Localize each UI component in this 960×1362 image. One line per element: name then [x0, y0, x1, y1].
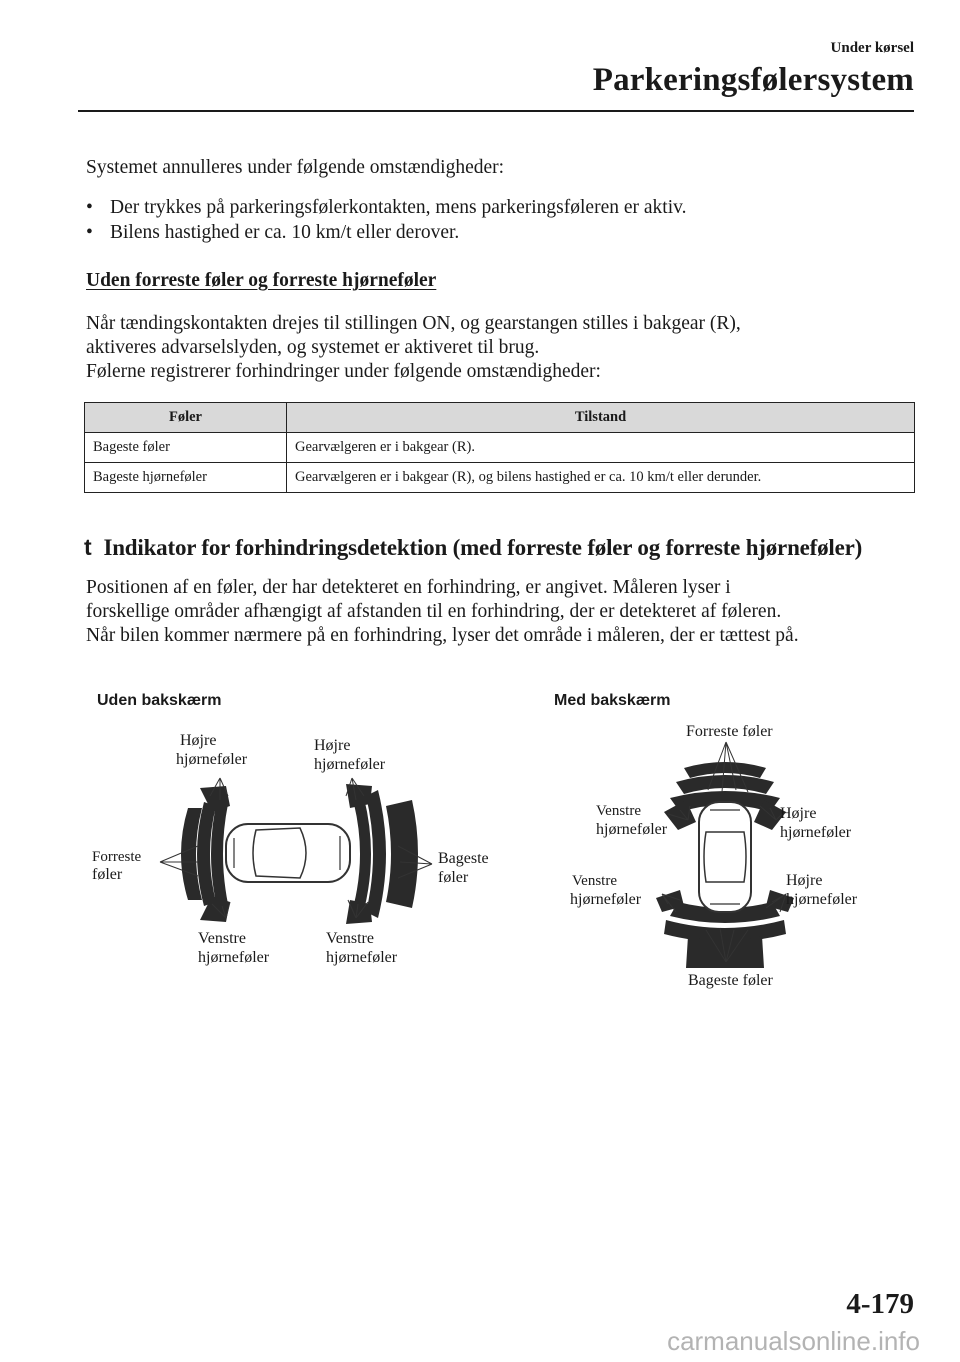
column-header: Tilstand	[287, 403, 915, 433]
diagram-left	[92, 732, 489, 966]
label-right-hjorne-4: hjørneføler	[786, 891, 858, 908]
left-indicator-arcs	[181, 786, 230, 922]
header-section: Under kørsel	[830, 40, 914, 56]
label-right-hjorne-1: hjørneføler	[596, 821, 668, 838]
diagram-right-title: Med bakskærm	[554, 692, 671, 709]
table-cell: Gearvælgeren er i bakgear (R).	[287, 433, 915, 463]
subsection-text-line: Følerne registrerer forhindringer under følgende omstændigheder:	[86, 361, 601, 382]
watermark: carmanualsonline.info	[667, 1326, 920, 1356]
label-left-hojre-1: Højre	[180, 732, 217, 749]
label-right-venstre-2: Venstre	[572, 873, 617, 889]
diagram-left-title: Uden bakskærm	[97, 692, 222, 709]
left-car-icon	[226, 824, 350, 882]
label-left-venstre-1: Venstre	[198, 930, 246, 947]
section-marker-icon: t	[84, 534, 92, 560]
bullet-icon: •	[86, 197, 93, 218]
subsection-text-line: Når tændingskontakten drejes til stillingen ON, og gearstangen stilles i bakgear (R),	[86, 313, 741, 334]
section-text-line: Når bilen kommer nærmere på en forhindring, lyser det område i måleren, der er tættest på.	[86, 625, 799, 646]
table-cell: Gearvælgeren er i bakgear (R), og bilens hastighed er ca. 10 km/t eller derunder.	[287, 463, 915, 493]
label-left-hjorne-4: hjørneføler	[326, 949, 398, 966]
label-left-foler-1: føler	[92, 866, 123, 883]
label-left-venstre-2: Venstre	[326, 930, 374, 947]
label-left-hojre-2: Højre	[314, 737, 351, 754]
subsection-heading: Uden forreste føler og forreste hjørneføler	[86, 270, 437, 291]
bullet-icon: •	[86, 221, 93, 243]
label-left-foler-2: føler	[438, 869, 469, 886]
right-car-icon	[699, 802, 751, 912]
label-right-bageste: Bageste føler	[688, 972, 773, 989]
label-left-hjorne-2: hjørneføler	[314, 756, 386, 773]
right-indicator-arcs	[346, 784, 418, 924]
diagram-right	[570, 723, 858, 989]
label-left-hjorne-3: hjørneføler	[198, 949, 270, 966]
table-cell: Bageste hjørneføler	[85, 463, 287, 493]
table-cell: Bageste føler	[85, 433, 287, 463]
page-number: 4-179	[846, 1288, 914, 1320]
label-right-hojre-2: Højre	[786, 872, 823, 889]
label-left-bageste: Bageste	[438, 850, 489, 867]
intro-text: Systemet annulleres under følgende omstændigheder:	[86, 157, 505, 178]
section-heading-text: Indikator for forhindringsdetektion (med forreste føler og forreste hjørneføler)	[103, 535, 863, 560]
section-text-line: Positionen af en føler, der har detekteret en forhindring, er angivet. Måleren lyser i	[86, 577, 731, 598]
label-left-hjorne-1: hjørneføler	[176, 751, 248, 768]
label-right-hjorne-3: hjørneføler	[570, 891, 642, 908]
label-right-hojre-1: Højre	[780, 805, 817, 822]
label-right-hjorne-2: hjørneføler	[780, 824, 852, 841]
bullet-text: Bilens hastighed er ca. 10 km/t eller derover.	[110, 221, 460, 243]
label-left-forreste: Forreste	[92, 849, 142, 865]
column-header: Føler	[85, 403, 287, 433]
page-title: Parkeringsfølersystem	[592, 62, 914, 98]
section-text-line: forskellige områder afhængigt af afstanden til en forhindring, der er detekteret af føleren.	[86, 601, 782, 622]
bullet-text: Der trykkes på parkeringsfølerkontakten, mens parkeringsføleren er aktiv.	[110, 197, 687, 218]
label-right-forreste: Forreste føler	[686, 723, 773, 740]
subsection-text-line: aktiveres advarselslyden, og systemet er aktiveret til brug.	[86, 337, 540, 358]
label-right-venstre-1: Venstre	[596, 803, 641, 819]
